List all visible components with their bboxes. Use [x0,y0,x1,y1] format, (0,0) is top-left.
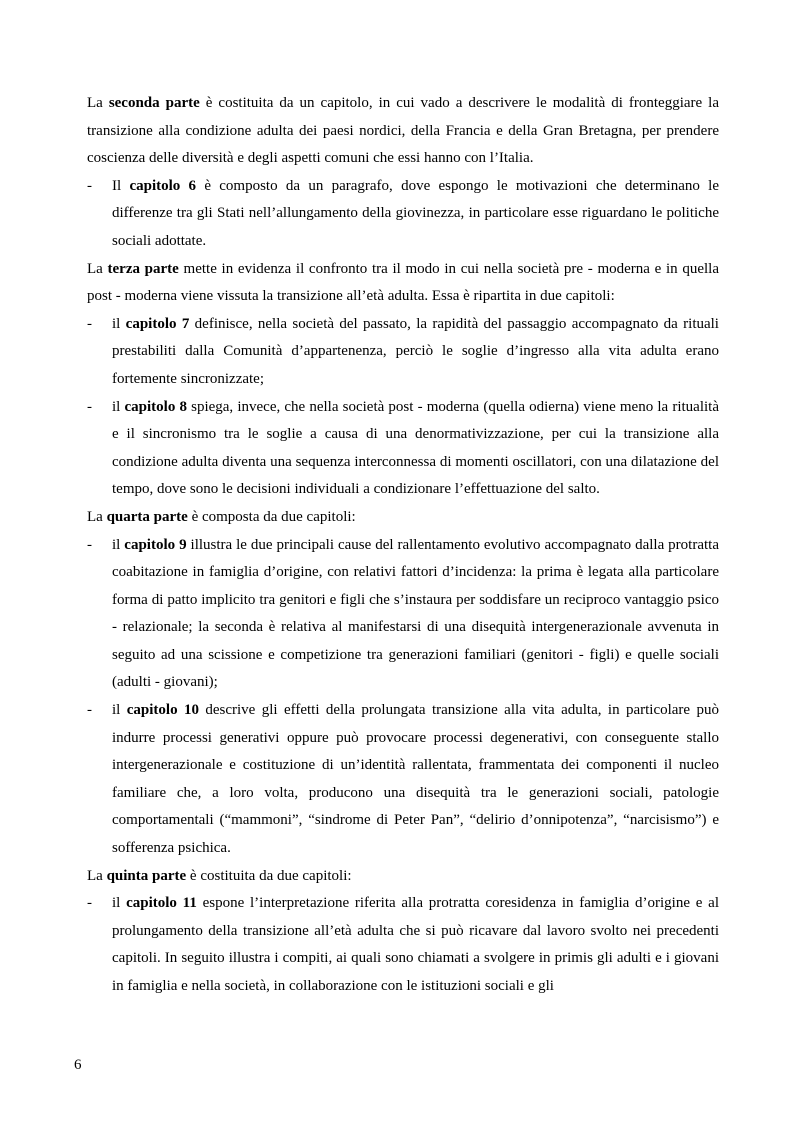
text: è composto da un paragrafo, dove espongo le motivazioni che determinano le differenze tra gli Stati nell’allungamento della giovinezza, in particolare esse riguardano le politiche sociali adottate. [112,177,719,249]
list-item-capitolo-6 [87,173,719,256]
text: illustra le due principali cause del rallentamento evolutivo accompagnato dalla protratta coabitazione in famiglia d’origine, con relativi fattori d’incidenza: la prima è legata alla particolare forma di patto implicito tra genitori e figli che s’instaura per soddisfare un reciproco vantaggio psico - relazionale; la seconda è relativa al manifestarsi di una disequità intergenerazionale avvenuta in seguito ad una scissione e competizione tra generazioni familiari (genitori - figli) e quelle sociali (adulti - giovani); [112,536,719,691]
text: mette in evidenza il confronto tra il modo in cui nella società pre - moderna e in quella post - moderna viene vissuta la transizione all’età adulta. Essa è ripartita in due capitoli: [87,260,719,305]
bold-term: capitolo 6 [129,177,197,194]
text: La [87,867,107,884]
list-dash: - [87,536,92,553]
list-dash: - [87,895,92,912]
text: è costituita da un capitolo, in cui vado a descrivere le modalità di fronteggiare la transizione alla condizione adulta dei paesi nordici, della Francia e della Gran Bretagna, per prendere coscienza delle diversità e degli aspetti comuni che essi hanno con l’Italia. [87,95,719,167]
list-dash: - [87,315,92,332]
bold-term: capitolo 10 [126,702,199,719]
paragraph-terza-parte [87,256,719,311]
bold-term: terza parte [107,260,179,277]
text: descrive gli effetti della prolungata transizione alla vita adulta, in particolare può indurre processi generativi oppure può provocare processi degenerativi, con conseguente stallo intergenerazionale e costituzione di un’identità rallentata, frammentata dei componenti il nucleo familiare che, a loro volta, producono una disequità tra le generazioni sociali, patologie comportamentali (“mammoni”, “sindrome di Peter Pan”, “delirio d’onnipotenza”, “narcisismo”) e sofferenza psichica. [112,702,719,857]
text: è costituita da due capitoli: [186,867,352,884]
bold-term: quinta parte [106,867,187,884]
paragraph-quarta-parte [87,504,719,532]
bold-term: capitolo 9 [124,536,187,553]
text: il [112,315,126,332]
page-body [87,90,719,1001]
list-item-capitolo-10 [87,697,719,863]
text: il [112,702,127,719]
text: il [112,398,125,415]
list-item-capitolo-9 [87,532,719,698]
list-item-capitolo-8 [87,394,719,504]
list-item-capitolo-11 [87,890,719,1000]
text: spiega, invece, che nella società post - moderna (quella odierna) viene meno la ritualità e il sincronismo tra le soglie a causa di una denormativizzazione, per cui la transizione alla condizione adulta diventa una sequenza interconnessa di momenti oscillatori, con una dilatazione del tempo, dove sono le decisioni individuali a condizionare l’effettuazione del salto. [112,398,719,498]
text: Il [112,177,130,194]
text: è composta da due capitoli: [187,508,356,525]
text: La [87,260,108,277]
paragraph-seconda-parte [87,90,719,173]
list-dash: - [87,177,92,194]
bold-term: capitolo 7 [125,315,190,332]
bold-term: capitolo 11 [126,895,197,912]
list-dash: - [87,702,92,719]
page-number: 6 [74,1057,82,1073]
text: il [112,536,125,553]
bold-term: capitolo 8 [124,398,187,415]
text: il [112,895,127,912]
bold-term: seconda parte [108,95,200,111]
text: definisce, nella società del passato, la rapidità del passaggio accompagnato da rituali prestabiliti dalla Comunità d’appartenenza, perciò le soglie d’ingresso alla vita adulta erano fortemente sincronizzate; [112,315,719,387]
list-dash: - [87,398,92,415]
text: espone l’interpretazione riferita alla protratta coresidenza in famiglia d’origine e al prolungamento della transizione all’età adulta che si può ricavare dal lavoro svolto nei precedenti capitoli. In seguito illustra i compiti, ai quali sono chiamati a svolgere in primis gli adulti e i giovani in famiglia e nella società, in collaborazione con le istituzioni sociali e gli [112,895,719,994]
text: La [87,95,109,111]
paragraph-quinta-parte [87,863,719,891]
list-item-capitolo-7 [87,311,719,394]
text: La [87,508,107,525]
bold-term: quarta parte [106,508,188,525]
